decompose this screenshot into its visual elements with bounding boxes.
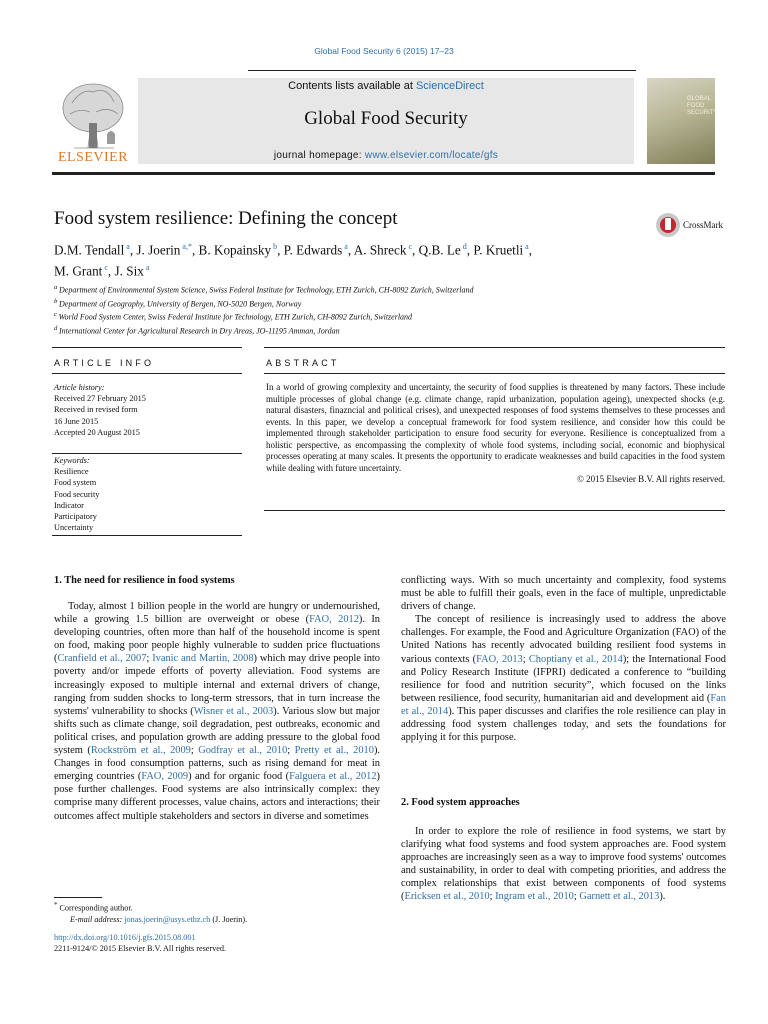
affiliation-text: International Center for Agricultural Research in Dry Areas, JO-11195 Amman, Jordan (59, 326, 340, 336)
citation-link[interactable]: Ivanic and Martin, 2008 (152, 653, 254, 665)
divider (264, 510, 725, 511)
affiliation-key: a (54, 284, 59, 291)
text-run: ). Various slow but major shifts such as climate change, soil degradation, pest outbreaks, economic and political crises, and population growth are adding pressure to the global food system ( (54, 705, 381, 757)
text-run: The concept of resilience is increasingly used to address the above challenges. For example, the Food and Agriculture Organization (FAO) of the United Nations has recently advocated building resilient food systems in various contexts ( (401, 614, 726, 665)
author-name[interactable]: P. Edwards (283, 242, 343, 258)
author-affiliation-mark[interactable]: b (271, 242, 278, 251)
affiliation (54, 309, 674, 323)
history-item: Received 27 February 2015 (54, 394, 146, 404)
author-affiliation-mark[interactable]: a (523, 242, 529, 251)
keyword: Uncertainty (54, 523, 94, 533)
author-name[interactable]: J. Six (114, 263, 144, 279)
text-run: ; (190, 745, 199, 757)
citation-link[interactable]: Godfray et al., 2010 (198, 745, 288, 757)
paragraph (401, 613, 726, 744)
citation-link[interactable]: FAO, 2013 (476, 653, 523, 665)
abstract-text (266, 382, 725, 486)
history-item: Accepted 20 August 2015 (54, 427, 140, 437)
history-list (54, 393, 244, 438)
crossmark-button[interactable] (655, 212, 723, 238)
issn-line: 2211-9124/© 2015 Elsevier B.V. All rights reserved. (54, 944, 226, 953)
text-run: ) which may drive people into poverty and/or impede efforts of poverty alleviation. Food systems are increasingly exposed to multiple internal and external drivers of change, ranging from sudden shocks to long-term stressors, that in turn increase the systems' vulnerability to shocks ( (54, 653, 380, 717)
header-rule (248, 70, 636, 71)
text-run: ) and for organic food ( (188, 771, 290, 783)
abstract-copyright: © 2015 Elsevier B.V. All rights reserved. (577, 474, 725, 484)
author-name[interactable]: B. Kopainsky (198, 242, 272, 258)
divider (52, 347, 242, 348)
section-2-heading: 2. Food system approaches (401, 797, 520, 808)
author-affiliation-mark[interactable]: a (124, 242, 130, 251)
text-run: In order to explore the role of resilience in food systems, we start by clarifying what food systems and food system approaches are. Food system approaches are increasingly seen as a way to improve food systems' outcomes and sustainability, in order to deal with competing priorities, and address the complex relationships that exist between components of food systems ( (401, 826, 726, 903)
homepage-link[interactable]: www.elsevier.com/locate/gfs (364, 150, 499, 161)
text-run: ; (489, 891, 496, 903)
affiliation-text: World Food System Center, Swiss Federal Institute for Technology, ETH Zurich, CH-8092 Zurich, Switzerland (58, 312, 413, 322)
journal-reference[interactable]: Global Food Security 6 (2015) 17–23 (314, 46, 454, 56)
crossmark-icon (655, 212, 681, 238)
text-run: ; (522, 653, 529, 665)
affiliation-text: Department of Environmental System Science, Swiss Federal Institute for Technology, ETH Zurich, CH-8092 Zurich, Switzerland (59, 285, 474, 295)
abstract-body: In a world of growing complexity and uncertainty, the security of food supplies is threatened by many factors. These include multiple processes of global change (e.g. climate change, rapid urbanization, population ageing), unexpected shocks (e.g. natural disasters, finazncial and political crises), and unexpected responses of food systems themselves to these processes and events. In this paper, we develop a conceptual framework for food system resilience, and consider how this could be implemented through stakeholder participation to ensure food security for everyone. Resilience is conceptualized from a holistic perspective, as encompassing the complexity of whole food systems, including social, economic and biophysical processes operating at many scales. It presents the opportunity to eradicate weaknesses and build capacities in the food system while dealing with future uncertainty. (266, 382, 725, 473)
author-affiliation-mark[interactable]: c (102, 263, 108, 273)
history-label: Article history: (54, 383, 105, 392)
citation-link[interactable]: Wisner et al., 2003 (193, 705, 274, 717)
citation-link[interactable]: Choptiany et al., 2014 (528, 653, 623, 665)
paragraph (54, 600, 380, 823)
keyword: Food system (54, 478, 97, 488)
author-name[interactable]: D.M. Tendall (54, 242, 125, 258)
affiliation-key: d (54, 324, 59, 332)
banner-rule (52, 172, 715, 175)
citation-link[interactable]: Ericksen et al., 2010 (404, 891, 490, 903)
section-1-heading: 1. The need for resilience in food systems (54, 575, 235, 586)
publisher-name: ELSEVIER (57, 150, 129, 165)
right-column-section-2 (401, 825, 726, 904)
keyword-list (54, 466, 244, 533)
cover-title: GLOBAL FOOD SECURITY (687, 96, 718, 116)
citation-link[interactable]: Cranfield et al., 2007 (57, 653, 147, 665)
keywords-label: Keywords: (54, 456, 90, 465)
article-info-heading: ARTICLE INFO (54, 358, 155, 368)
author-name[interactable]: M. Grant (54, 263, 103, 279)
email-line: E-mail address: jonas.joerin@usys.ethz.ch (J. Joerin). (70, 914, 248, 924)
text-run: ; (146, 653, 153, 665)
elsevier-logo (52, 78, 134, 166)
text-run: ) pose further challenges. Food systems are also intrinsically complex: they comprise many different processes, value chains, actors and interactions; their outcomes affect multiple stakeholders and sectors in diverse and sometimes (54, 771, 381, 822)
keyword: Indicator (54, 500, 84, 510)
keywords (54, 455, 244, 533)
journal-cover (647, 78, 718, 164)
crossmark-label: CrossMark (683, 220, 723, 230)
corresponding-author: * Corresponding author. (54, 902, 133, 913)
citation-link[interactable]: Fan et al., 2014 (401, 692, 726, 717)
contents-line: Contents lists available at ScienceDirect (288, 80, 484, 92)
text-run: ). In developing countries, often more than half of the household income is spent on food, making poor people highly vulnerable to sudden price fluctuations ( (54, 614, 381, 665)
journal-title: Global Food Security (304, 108, 468, 129)
divider (52, 373, 242, 374)
left-column (54, 600, 380, 823)
footnote-rule (54, 897, 102, 898)
affiliation (54, 296, 674, 310)
divider (264, 347, 725, 348)
article-title: Food system resilience: Defining the concept (54, 208, 398, 229)
author-name[interactable]: J. Joerin (136, 242, 181, 258)
author-affiliation-mark[interactable]: a (143, 263, 150, 273)
paragraph (401, 825, 726, 904)
keyword: Resilience (54, 467, 89, 477)
keyword: Participatory (54, 512, 97, 522)
doi-link[interactable]: http://dx.doi.org/10.1016/j.gfs.2015.08.001 (54, 933, 196, 942)
text-run: ; (287, 745, 295, 757)
author-name[interactable]: Q.B. Le (418, 242, 461, 258)
text-run: Today, almost 1 billion people in the world are hungry or undernourished, while a growing 1.5 billion are overweight or obese ( (54, 601, 380, 626)
text-run: ). (659, 891, 666, 903)
affiliation (54, 282, 674, 296)
author-affiliation-mark[interactable]: a,* (180, 242, 192, 251)
author-affiliation-mark[interactable]: c (406, 242, 413, 251)
citation-link[interactable]: Garnett et al., 2013 (579, 891, 660, 903)
author-list: D.M. Tendall $^a$, J. Joerin $^{a,*}$, B. Kopainsky $^b$, P. Edwards $^a$, A. Shreck $^c$, Q.B. Le $^d$, P. Kruetli $^a$, M. Grant $^c$, J. Six $^a$ (54, 242, 533, 279)
right-column (401, 574, 726, 744)
article-history (54, 382, 244, 438)
citation-link[interactable]: Ingram et al., 2010 (495, 891, 574, 903)
text-run: ). Changes in food consumption patterns, such as rising demand for meat in emerging countries ( (54, 745, 380, 783)
text-run: ). This paper discusses and clarifies the role resilience can play in addressing food system challenges today, and sets the foundations for applying it for this purpose. (401, 705, 726, 744)
keyword: Food security (54, 489, 100, 499)
affiliations (54, 282, 674, 337)
author-name[interactable]: P. Kruetli (473, 242, 524, 258)
citation-link[interactable]: FAO, 2012 (309, 614, 359, 626)
affiliation (54, 323, 674, 337)
affiliation-key: b (54, 297, 59, 305)
affiliation-key: c (54, 311, 59, 319)
author-affiliation-mark[interactable]: d (460, 242, 467, 251)
history-item: Received in revised form (54, 405, 138, 415)
email-link[interactable]: jonas.joerin@usys.ethz.ch (124, 914, 211, 924)
divider (52, 453, 242, 454)
citation-link[interactable]: Pretty et al., 2010 (294, 745, 374, 757)
journal-banner (138, 78, 634, 164)
abstract-heading: ABSTRACT (266, 358, 340, 368)
sciencedirect-link[interactable]: ScienceDirect (415, 80, 484, 92)
text-run: ); the International Food and Policy Research Institute (IFPRI) dedicated a conference to “building resilience for food and nutrition security”, which focused on the links between resilience, food security, humanitarian aid and development aid ( (401, 653, 726, 704)
footnote (54, 900, 247, 925)
author-name[interactable]: A. Shreck (353, 242, 407, 258)
citation-link[interactable]: Falguera et al., 2012 (289, 771, 377, 783)
doi-block (54, 932, 226, 954)
paragraph: conflicting ways. With so much uncertainty and complexity, food systems must be able to fulfill their goals, even in the face of multiple, unpredictable drivers of change. (401, 575, 726, 613)
author-affiliation-mark[interactable]: a (342, 242, 348, 251)
divider (264, 373, 725, 374)
divider (52, 535, 242, 536)
citation-link[interactable]: FAO, 2009 (141, 771, 189, 783)
homepage-line: journal homepage: www.elsevier.com/locate/gfs (273, 150, 499, 161)
affiliation-text: Department of Geography, University of Bergen, NO-5020 Bergen, Norway (59, 299, 302, 309)
citation-link[interactable]: Rockström et al., 2009 (90, 745, 191, 757)
text-run: ; (573, 891, 580, 903)
history-item: 16 June 2015 (54, 416, 99, 426)
